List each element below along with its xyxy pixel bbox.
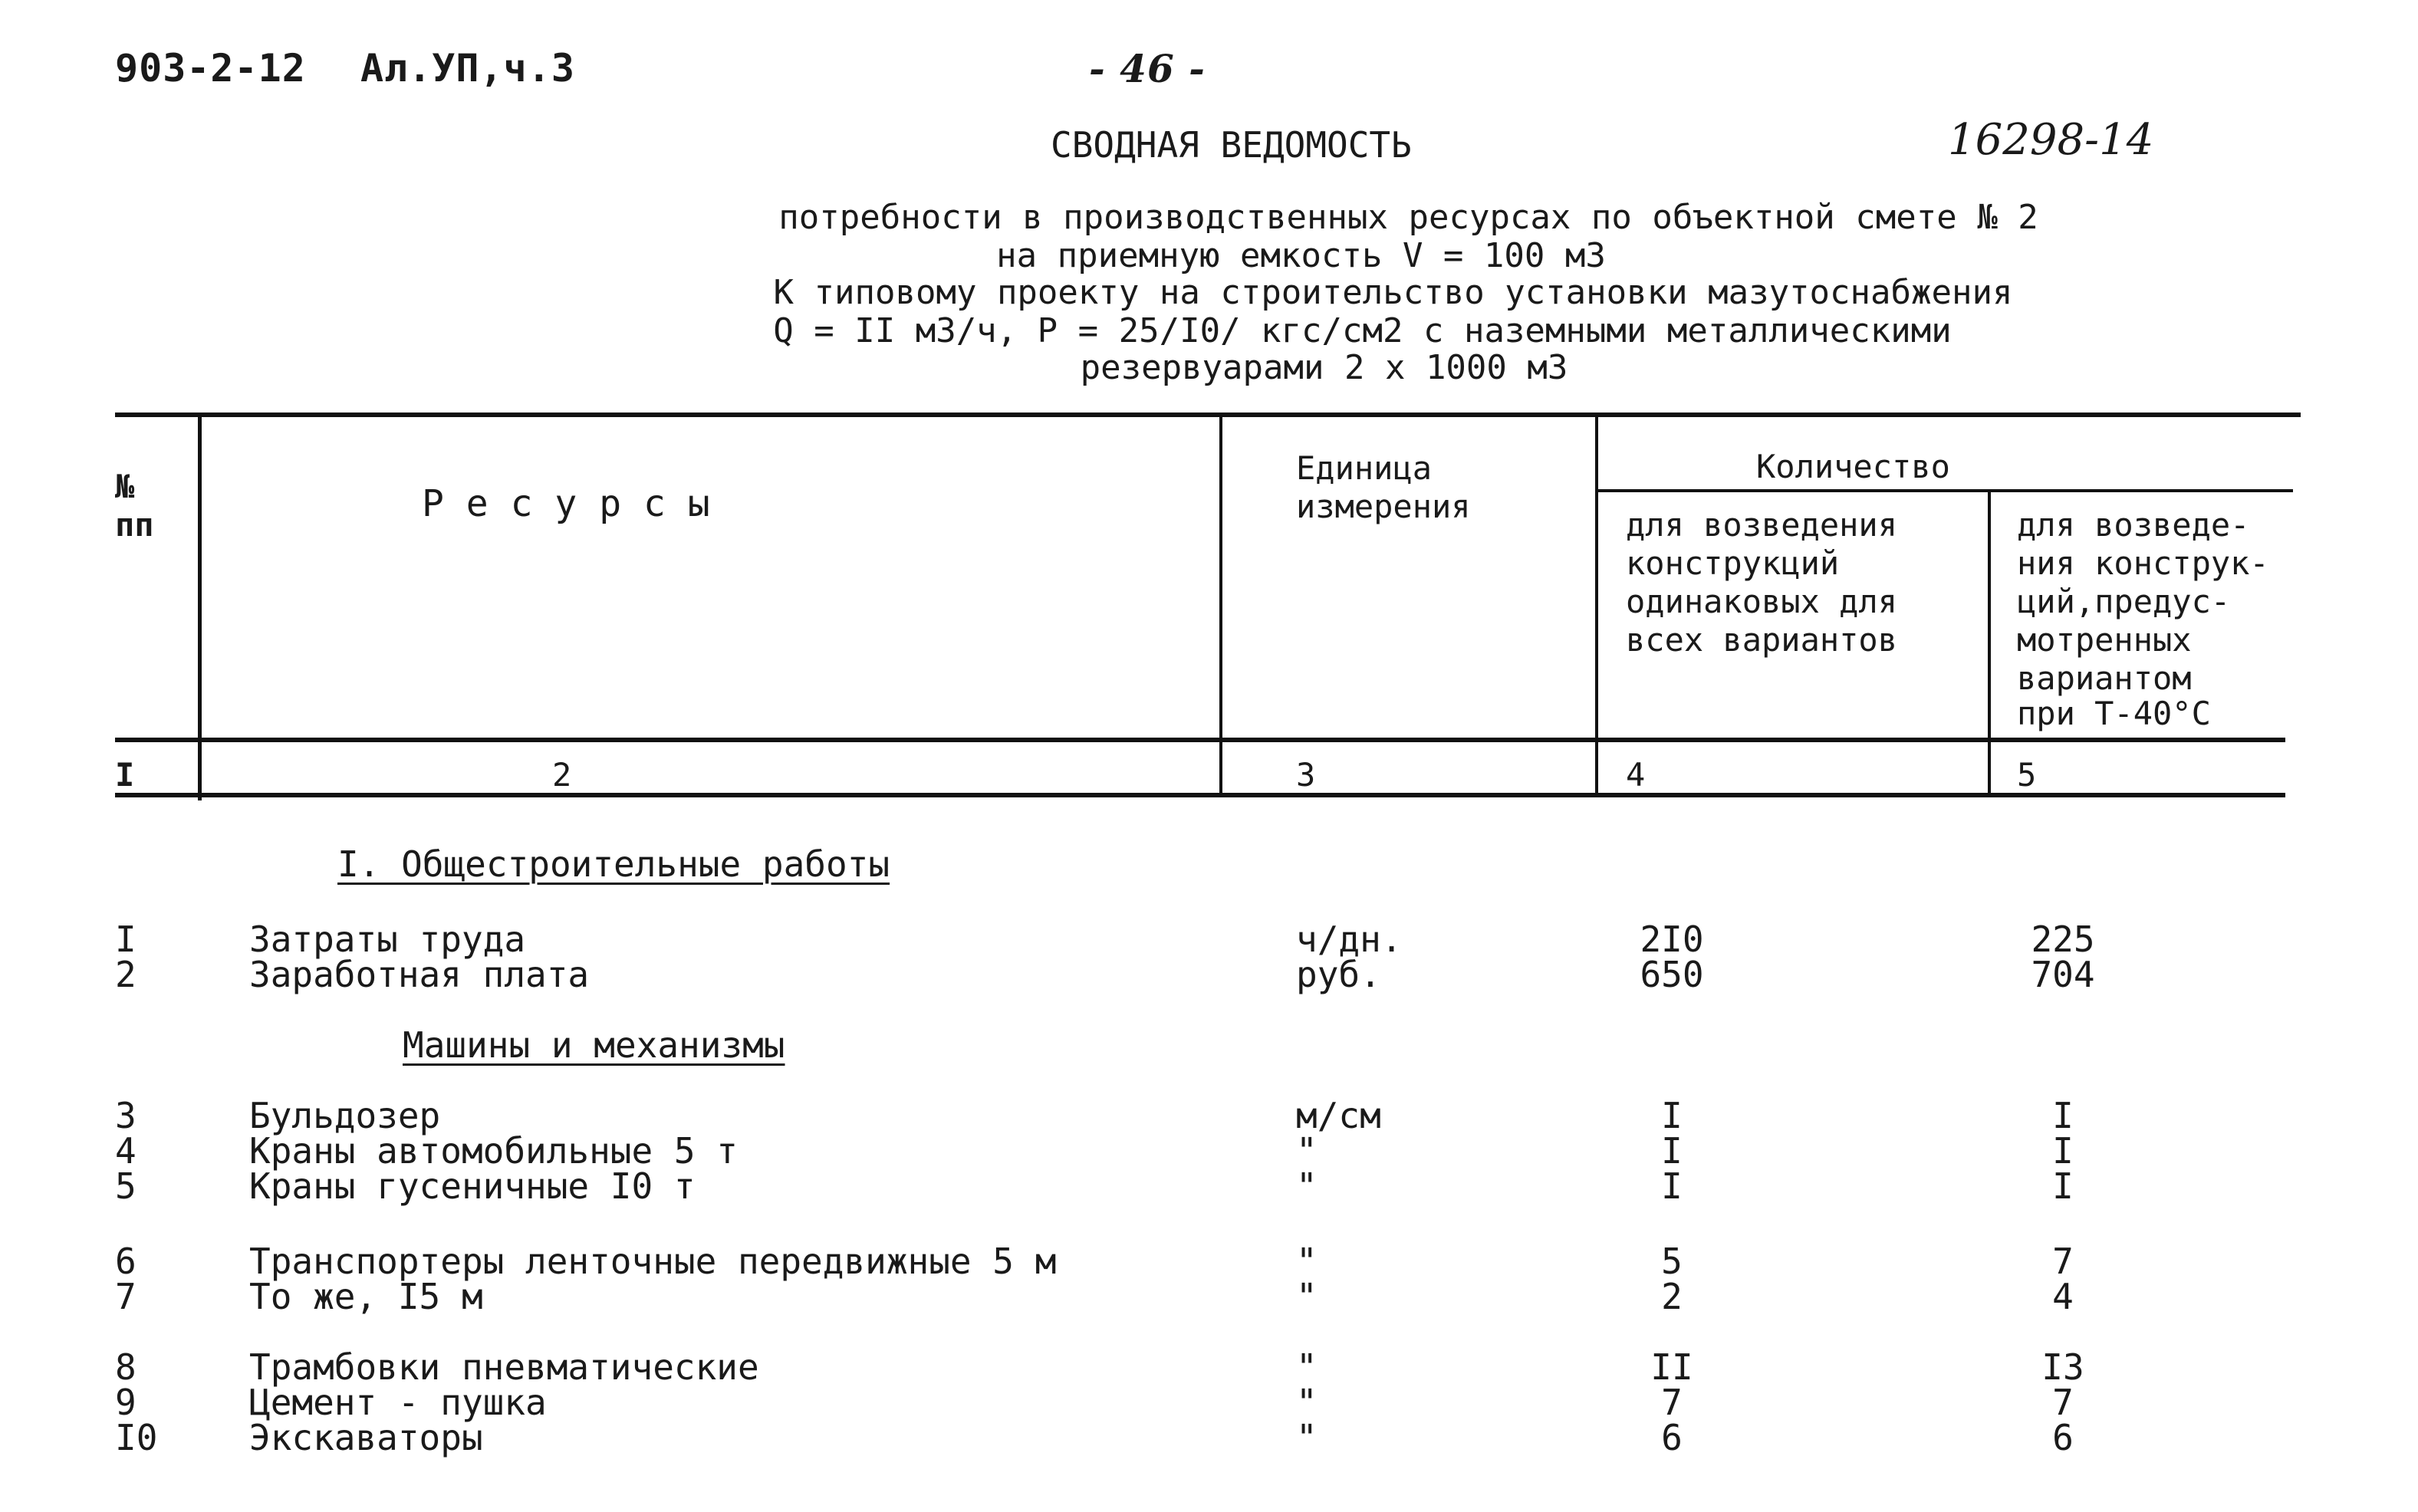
- row-resource: Экскаваторы: [249, 1417, 483, 1458]
- row-unit: руб.: [1296, 954, 1381, 995]
- row-number: 6: [115, 1241, 137, 1282]
- document-title: СВОДНАЯ ВЕДОМОСТЬ: [1051, 124, 1412, 166]
- row-qty-variant: I: [2052, 1095, 2074, 1136]
- row-unit: ": [1296, 1346, 1318, 1388]
- row-number: 3: [115, 1095, 137, 1136]
- col5-header-line: мотренных: [2017, 621, 2192, 659]
- row-qty-variant: 4: [2052, 1276, 2074, 1317]
- row-resource: Краны гусеничные I0 т: [249, 1165, 696, 1207]
- col5-header-line: ций,предус-: [2017, 583, 2231, 620]
- column-divider: [1219, 413, 1222, 796]
- col-resources-header: Р е с у р с ы: [422, 482, 710, 525]
- row-qty-common: 7: [1661, 1382, 1683, 1423]
- row-unit: ": [1296, 1382, 1318, 1423]
- subtitle-line: на приемную емкость V = 100 м3: [996, 236, 1606, 275]
- table-top-rule: [115, 413, 2301, 417]
- row-number: I0: [115, 1417, 158, 1458]
- table-header-rule: [115, 738, 2285, 742]
- subtitle-line: К типовому проекту на строительство установки мазутоснабжения: [773, 273, 2013, 312]
- row-unit: ": [1296, 1276, 1318, 1317]
- row-qty-common: 2: [1661, 1276, 1683, 1317]
- page-number: - 46 -: [1089, 46, 1206, 91]
- row-qty-variant: I: [2052, 1130, 2074, 1172]
- row-qty-common: II: [1650, 1346, 1693, 1388]
- col-index-2: 2: [552, 756, 572, 794]
- row-number: 7: [115, 1276, 137, 1317]
- row-qty-variant: I: [2052, 1165, 2074, 1207]
- col5-header-line: для возведе-: [2017, 506, 2250, 544]
- column-divider: [1595, 413, 1598, 796]
- row-number: I: [115, 919, 137, 960]
- row-qty-common: 650: [1640, 954, 1704, 995]
- col5-header-line: при Т-40°С: [2017, 695, 2211, 732]
- row-resource: То же, I5 м: [249, 1276, 483, 1317]
- col-unit-header-2: измерения: [1296, 488, 1471, 525]
- subtitle-line: резервуарами 2 х 1000 м3: [1080, 348, 1568, 387]
- row-qty-common: I: [1661, 1130, 1683, 1172]
- row-unit: ч/дн.: [1296, 919, 1403, 960]
- row-number: 4: [115, 1130, 137, 1172]
- col5-header-line: вариантом: [2017, 659, 2192, 697]
- row-unit: ": [1296, 1417, 1318, 1458]
- row-resource: Заработная плата: [249, 954, 590, 995]
- col-index-3: 3: [1296, 756, 1316, 794]
- row-number: 2: [115, 954, 137, 995]
- column-divider: [1988, 489, 1991, 796]
- quantity-rule: [1595, 489, 2293, 492]
- col-index-1: I: [115, 756, 135, 794]
- col4-header-line: конструкций: [1626, 544, 1840, 582]
- row-qty-common: 5: [1661, 1241, 1683, 1282]
- row-resource: Затраты труда: [249, 919, 526, 960]
- row-resource: Трамбовки пневматические: [249, 1346, 759, 1388]
- row-unit: ": [1296, 1130, 1318, 1172]
- row-unit: м/см: [1296, 1095, 1381, 1136]
- row-resource: Бульдозер: [249, 1095, 441, 1136]
- col-index-4: 4: [1626, 756, 1646, 794]
- row-unit: ": [1296, 1241, 1318, 1282]
- row-resource: Цемент - пушка: [249, 1382, 547, 1423]
- col-number-header-2: пп: [115, 506, 154, 544]
- row-number: 8: [115, 1346, 137, 1388]
- row-qty-common: I: [1661, 1095, 1683, 1136]
- row-unit: ": [1296, 1165, 1318, 1207]
- sheet-code: 16298-14: [1948, 115, 2154, 165]
- col4-header-line: для возведения: [1626, 506, 1898, 544]
- document-code: 903-2-12: [115, 46, 306, 90]
- section-machines: Машины и механизмы: [403, 1024, 785, 1066]
- row-qty-variant: 704: [2031, 954, 2095, 995]
- column-divider: [198, 413, 202, 800]
- row-qty-common: 2I0: [1640, 919, 1704, 960]
- row-qty-variant: I3: [2041, 1346, 2084, 1388]
- table-number-rule: [115, 793, 2285, 797]
- row-qty-variant: 6: [2052, 1417, 2074, 1458]
- row-qty-common: 6: [1661, 1417, 1683, 1458]
- album-reference: Ал.УП,ч.3: [360, 46, 575, 90]
- row-number: 5: [115, 1165, 137, 1207]
- row-qty-common: I: [1661, 1165, 1683, 1207]
- col-unit-header-1: Единица: [1296, 449, 1433, 487]
- row-resource: Краны автомобильные 5 т: [249, 1130, 738, 1172]
- row-qty-variant: 7: [2052, 1382, 2074, 1423]
- col4-header-line: одинаковых для: [1626, 583, 1898, 620]
- col-quantity-header: Количество: [1756, 448, 1950, 485]
- col-index-5: 5: [2017, 756, 2037, 794]
- row-resource: Транспортеры ленточные передвижные 5 м: [249, 1241, 1057, 1282]
- col-number-header-1: №: [115, 468, 135, 505]
- subtitle-line: потребности в производственных ресурсах по объектной смете № 2: [778, 198, 2038, 237]
- row-number: 9: [115, 1382, 137, 1423]
- section-general-works: I. Общестроительные работы: [337, 843, 890, 885]
- subtitle-line: Q = II м3/ч, P = 25/I0/ кгс/см2 с наземными металлическими: [773, 311, 1952, 350]
- col4-header-line: всех вариантов: [1626, 621, 1898, 659]
- row-qty-variant: 7: [2052, 1241, 2074, 1282]
- col5-header-line: ния конструк-: [2017, 544, 2269, 582]
- row-qty-variant: 225: [2031, 919, 2095, 960]
